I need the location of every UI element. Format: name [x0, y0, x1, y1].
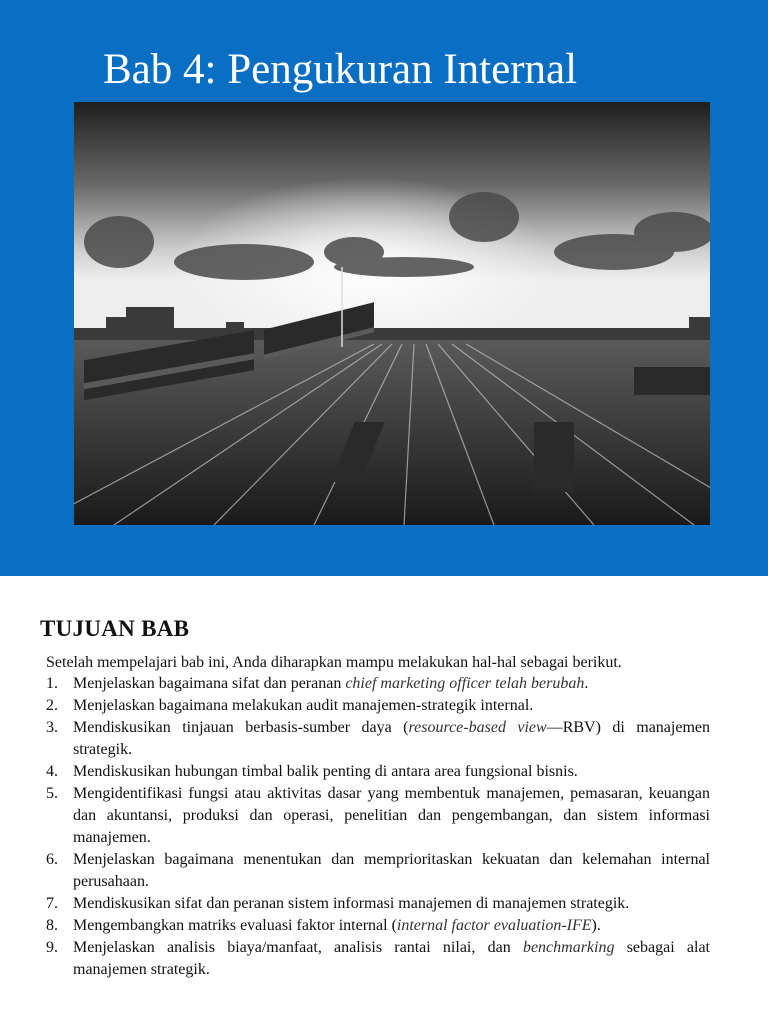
intro-paragraph: Setelah mempelajari bab ini, Anda diharapkan mampu melakukan hal-hal sebagai berikut.	[46, 654, 622, 671]
list-item	[46, 893, 710, 915]
item-number: 2.	[46, 697, 58, 714]
item-text: Mengembangkan matriks evaluasi faktor internal (internal factor evaluation-IFE).	[73, 917, 601, 934]
item-text: Mendiskusikan sifat dan peranan sistem informasi manajemen di manajemen strategik.	[73, 895, 630, 912]
railway-yard-photo	[74, 102, 710, 525]
list-item	[46, 937, 710, 981]
list-item	[46, 783, 710, 849]
item-text: Mengidentifikasi fungsi atau aktivitas dasar yang membentuk manajemen, pemasaran, keuangan dan akuntansi, produksi dan operasi, penelitian dan pengembangan, dan sistem informasi manajemen.	[73, 785, 710, 846]
item-number: 8.	[46, 917, 58, 934]
italic-term: benchmarking	[522, 939, 615, 956]
objectives-list	[46, 673, 710, 981]
item-number: 1.	[46, 675, 58, 692]
list-item	[46, 761, 710, 783]
item-text: Menjelaskan bagaimana sifat dan peranan chief marketing officer telah berubah.	[73, 675, 589, 692]
item-text: Menjelaskan analisis biaya/manfaat, analisis rantai nilai, dan benchmarking sebagai alat manajemen strategik.	[73, 939, 711, 978]
item-text: Menjelaskan bagaimana menentukan dan memprioritaskan kekuatan dan kelemahan internal perusahaan.	[73, 851, 710, 890]
item-text: Mendiskusikan tinjauan berbasis-sumber daya (resource-based view—RBV) di manajemen strategik.	[73, 719, 711, 758]
list-item	[46, 695, 710, 717]
item-text: Mendiskusikan hubungan timbal balik penting di antara area fungsional bisnis.	[73, 763, 578, 780]
list-item	[46, 673, 710, 695]
item-number: 4.	[46, 763, 58, 780]
section-heading: TUJUAN BAB	[40, 616, 190, 641]
item-number: 7.	[46, 895, 58, 912]
list-item	[46, 915, 710, 937]
list-item	[46, 849, 710, 893]
italic-term: resource-based view	[408, 719, 547, 736]
item-number: 3.	[46, 719, 58, 736]
item-number: 5.	[46, 785, 58, 802]
item-text: Menjelaskan bagaimana melakukan audit manajemen-strategik internal.	[73, 697, 534, 714]
item-number: 6.	[46, 851, 58, 868]
page-title: Bab 4: Pengukuran Internal	[103, 46, 578, 93]
item-number: 9.	[46, 939, 58, 956]
list-item	[46, 717, 710, 761]
italic-term: chief marketing officer telah berubah	[345, 675, 585, 692]
italic-term: internal factor evaluation-IFE	[396, 917, 592, 934]
